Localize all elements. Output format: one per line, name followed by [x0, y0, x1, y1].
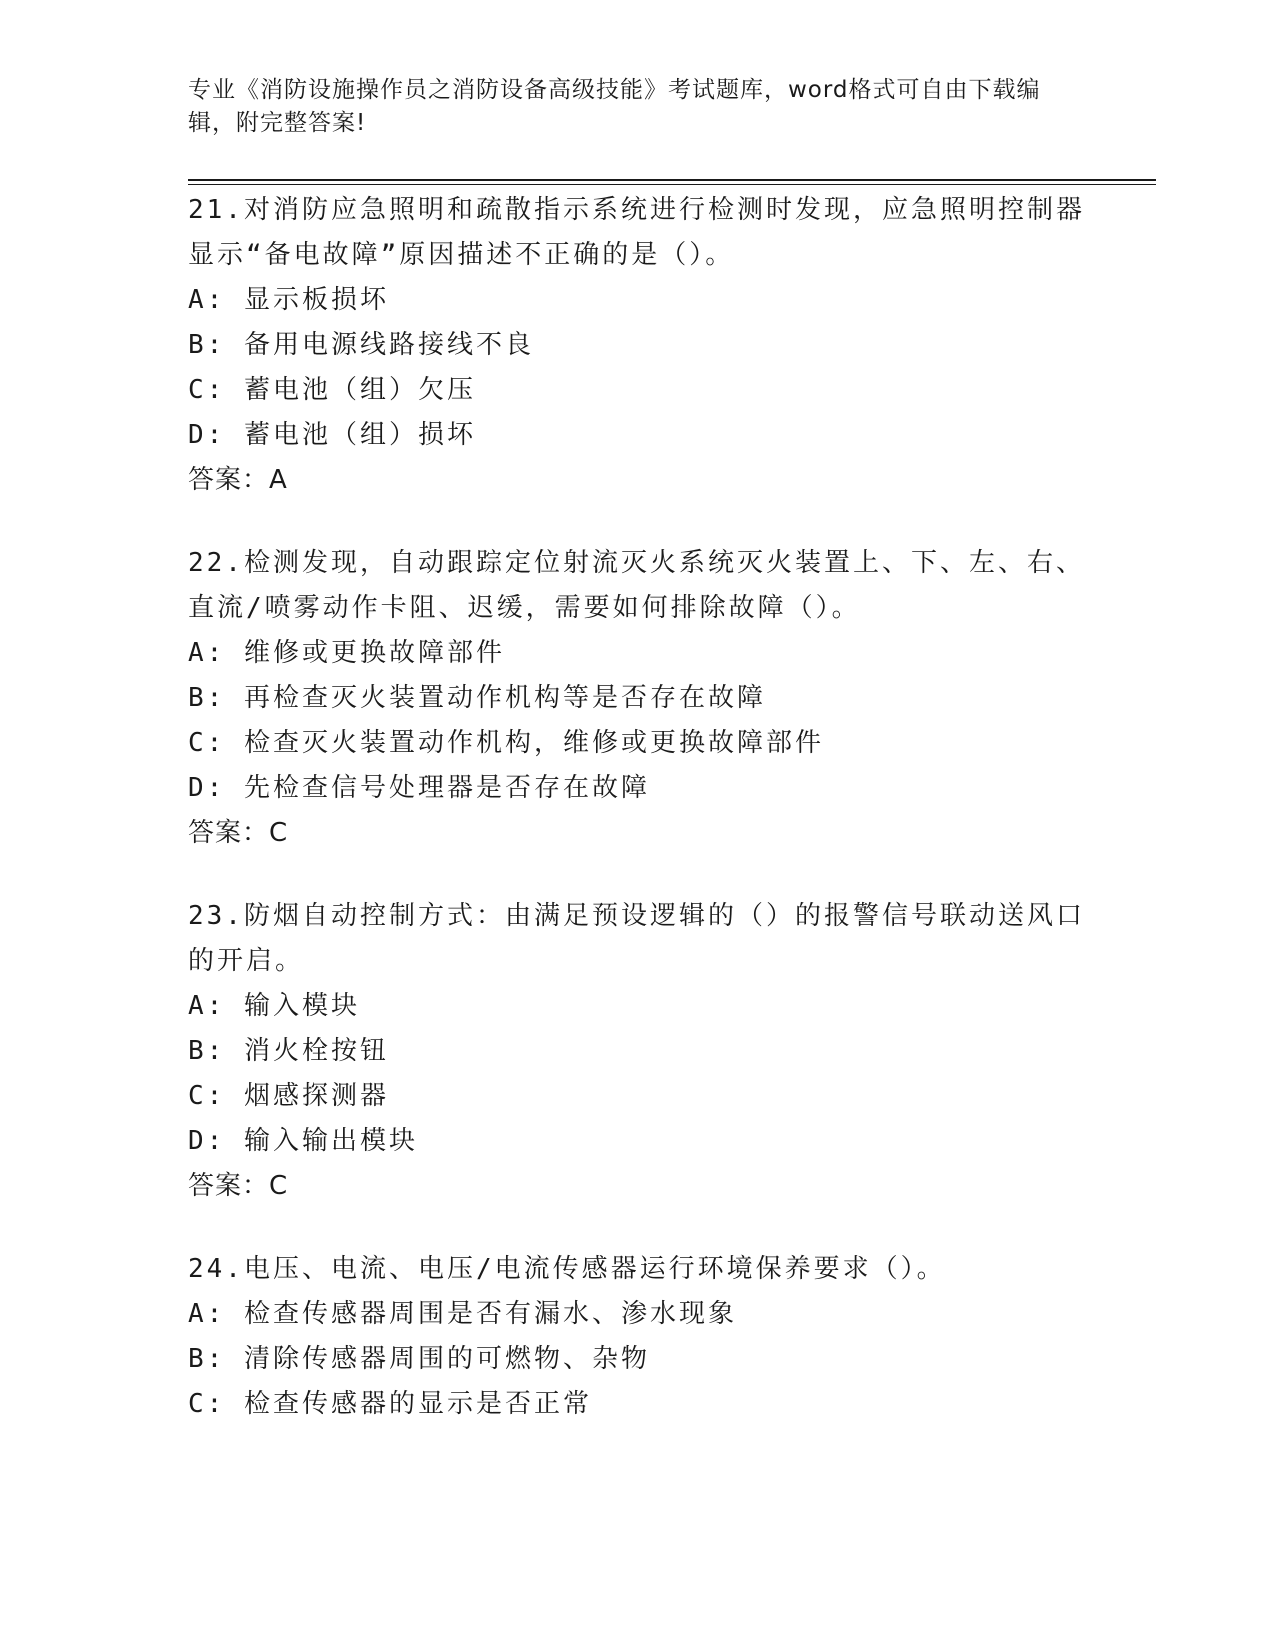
option-b: B: 再检查灭火装置动作机构等是否存在故障	[188, 683, 766, 713]
question-stem: 23.防烟自动控制方式：由满足预设逻辑的（）的报警信号联动送风口的开启。	[188, 901, 1085, 976]
option-c: C: 烟感探测器	[188, 1081, 389, 1111]
option-c: C: 检查灭火装置动作机构，维修或更换故障部件	[188, 728, 824, 758]
option-c: C: 蓄电池（组）欠压	[188, 375, 476, 405]
question-list	[188, 188, 1088, 1465]
option-a: A: 显示板损坏	[188, 285, 389, 315]
document-intro: 专业《消防设施操作员之消防设备高级技能》考试题库，word格式可自由下载编辑，附完整答案!	[188, 77, 1041, 136]
answer-line: 答案：A	[188, 465, 288, 495]
question-stem: 22.检测发现，自动跟踪定位射流灭火系统灭火装置上、下、左、右、直流/喷雾动作卡阻、迟缓，需要如何排除故障（）。	[188, 548, 1085, 623]
option-b: B: 清除传感器周围的可燃物、杂物	[188, 1344, 650, 1374]
header-rule-thin	[188, 184, 1156, 185]
option-d: D: 先检查信号处理器是否存在故障	[188, 773, 650, 803]
option-b: B: 备用电源线路接线不良	[188, 330, 534, 360]
option-c: C: 检查传感器的显示是否正常	[188, 1389, 592, 1419]
question-22	[188, 541, 1088, 856]
question-24	[188, 1247, 1088, 1427]
option-a: A: 维修或更换故障部件	[188, 638, 505, 668]
answer-line: 答案：C	[188, 818, 289, 848]
question-21	[188, 188, 1088, 503]
question-23	[188, 894, 1088, 1209]
answer-line: 答案：C	[188, 1171, 289, 1201]
option-d: D: 输入输出模块	[188, 1126, 418, 1156]
option-d: D: 蓄电池（组）损坏	[188, 420, 476, 450]
header-rule-thick	[188, 179, 1156, 181]
option-a: A: 检查传感器周围是否有漏水、渗水现象	[188, 1299, 737, 1329]
question-stem: 24.电压、电流、电压/电流传感器运行环境保养要求（）。	[188, 1254, 946, 1284]
option-a: A: 输入模块	[188, 991, 360, 1021]
question-stem: 21.对消防应急照明和疏散指示系统进行检测时发现，应急照明控制器显示“备电故障”原因描述不正确的是（）。	[188, 195, 1085, 270]
option-b: B: 消火栓按钮	[188, 1036, 389, 1066]
